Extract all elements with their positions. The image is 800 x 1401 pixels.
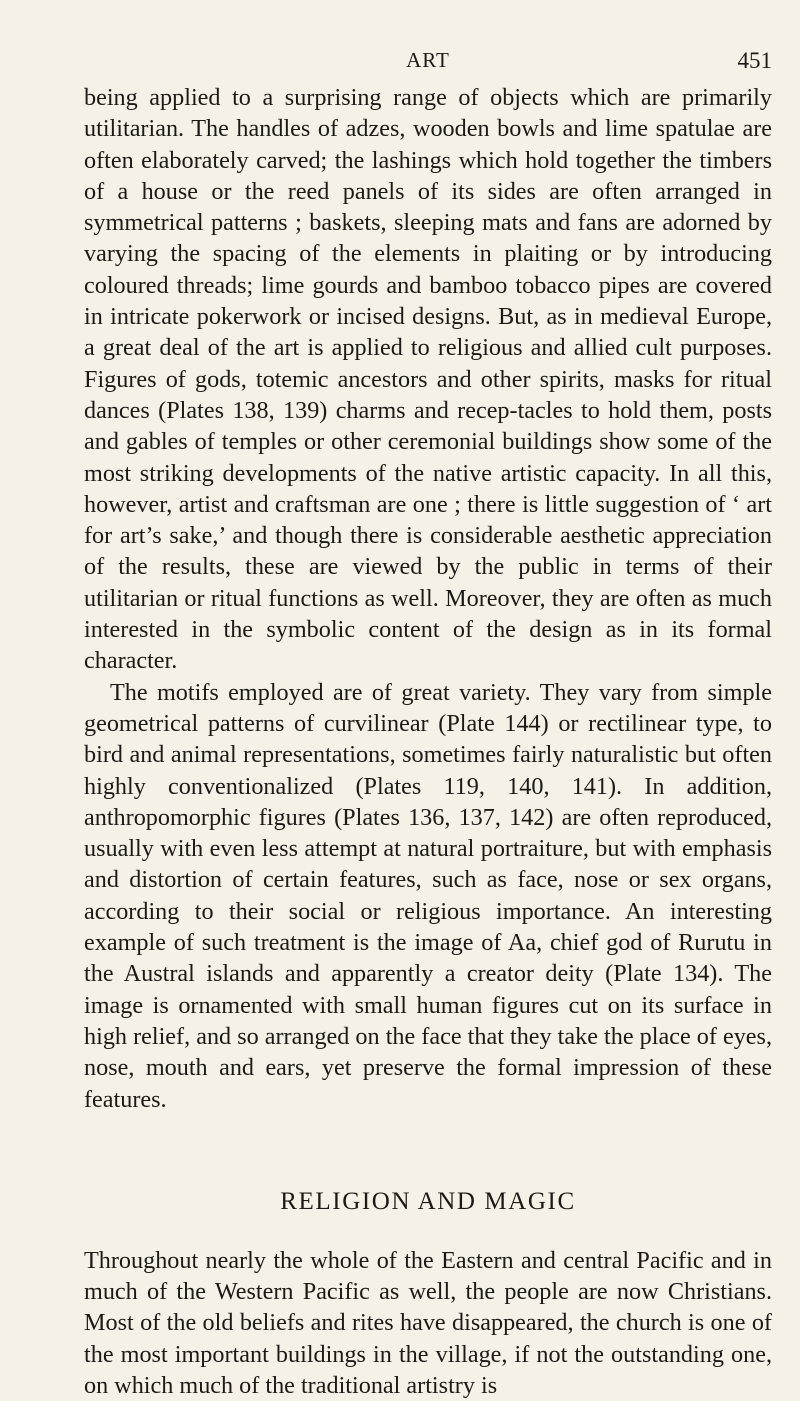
body-text: [84, 82, 772, 1401]
paragraph-continued: being applied to a surprising range of objects which are primarily utilitarian. The handles of adzes, wooden bowls and lime spatulae are often elaborately carved; the lashings which hold together the timbers of a house or the reed panels of its sides are often arranged in symmetrical patterns ; baskets, sleeping mats and fans are adorned by varying the spacing of the elements in plaiting or by introducing coloured threads; lime gourds and bamboo tobacco pipes are covered in intricate pokerwork or incised designs. But, as in medieval Europe, a great deal of the art is applied to religious and allied cult purposes. Figures of gods, totemic ancestors and other spirits, masks for ritual dances (Plates 138, 139) charms and recep-tacles to hold them, posts and gables of temples or other ceremonial buildings show some of the most striking developments of the native artistic capacity. In all this, however, artist and craftsman are one ; there is little suggestion of ‘ art for art’s sake,’ and though there is considerable aesthetic appreciation of the results, these are viewed by the public in terms of their utilitarian or ritual functions as well. Moreover, they are often as much interested in the symbolic content of the design as in its formal character.: [84, 84, 772, 675]
section-heading: RELIGION AND MAGIC: [280, 1187, 576, 1215]
running-head-title: ART: [406, 48, 450, 72]
page-number: 451: [737, 48, 772, 73]
paragraph-motifs: The motifs employed are of great variety. They vary from simple geometrical patterns of curvilinear (Plate 144) or rectilinear type, to bird and animal representations, sometimes fairly naturalistic but often highly conventionalized (Plates 119, 140, 141). In addition, anthropomorphic figures (Plates 136, 137, 142) are often reproduced, usually with even less attempt at natural portraiture, but with emphasis and distortion of certain features, such as face, nose or sex organs, according to their social or religious importance. An interesting example of such treatment is the image of Aa, chief god of Rurutu in the Austral islands and apparently a creator deity (Plate 134). The image is ornamented with small human figures cut on its surface in high relief, and so arranged on the face that they take the place of eyes, nose, mouth and ears, yet preserve the formal impression of these features.: [84, 678, 772, 1113]
running-head: [84, 48, 772, 78]
paragraph-religion: Throughout nearly the whole of the Eastern and central Pacific and in much of the Western Pacific as well, the people are now Christians. Most of the old beliefs and rites have disappeared, the church is one of the most important buildings in the village, if not the outstanding one, on which much of the traditional artistry is: [84, 1246, 772, 1399]
